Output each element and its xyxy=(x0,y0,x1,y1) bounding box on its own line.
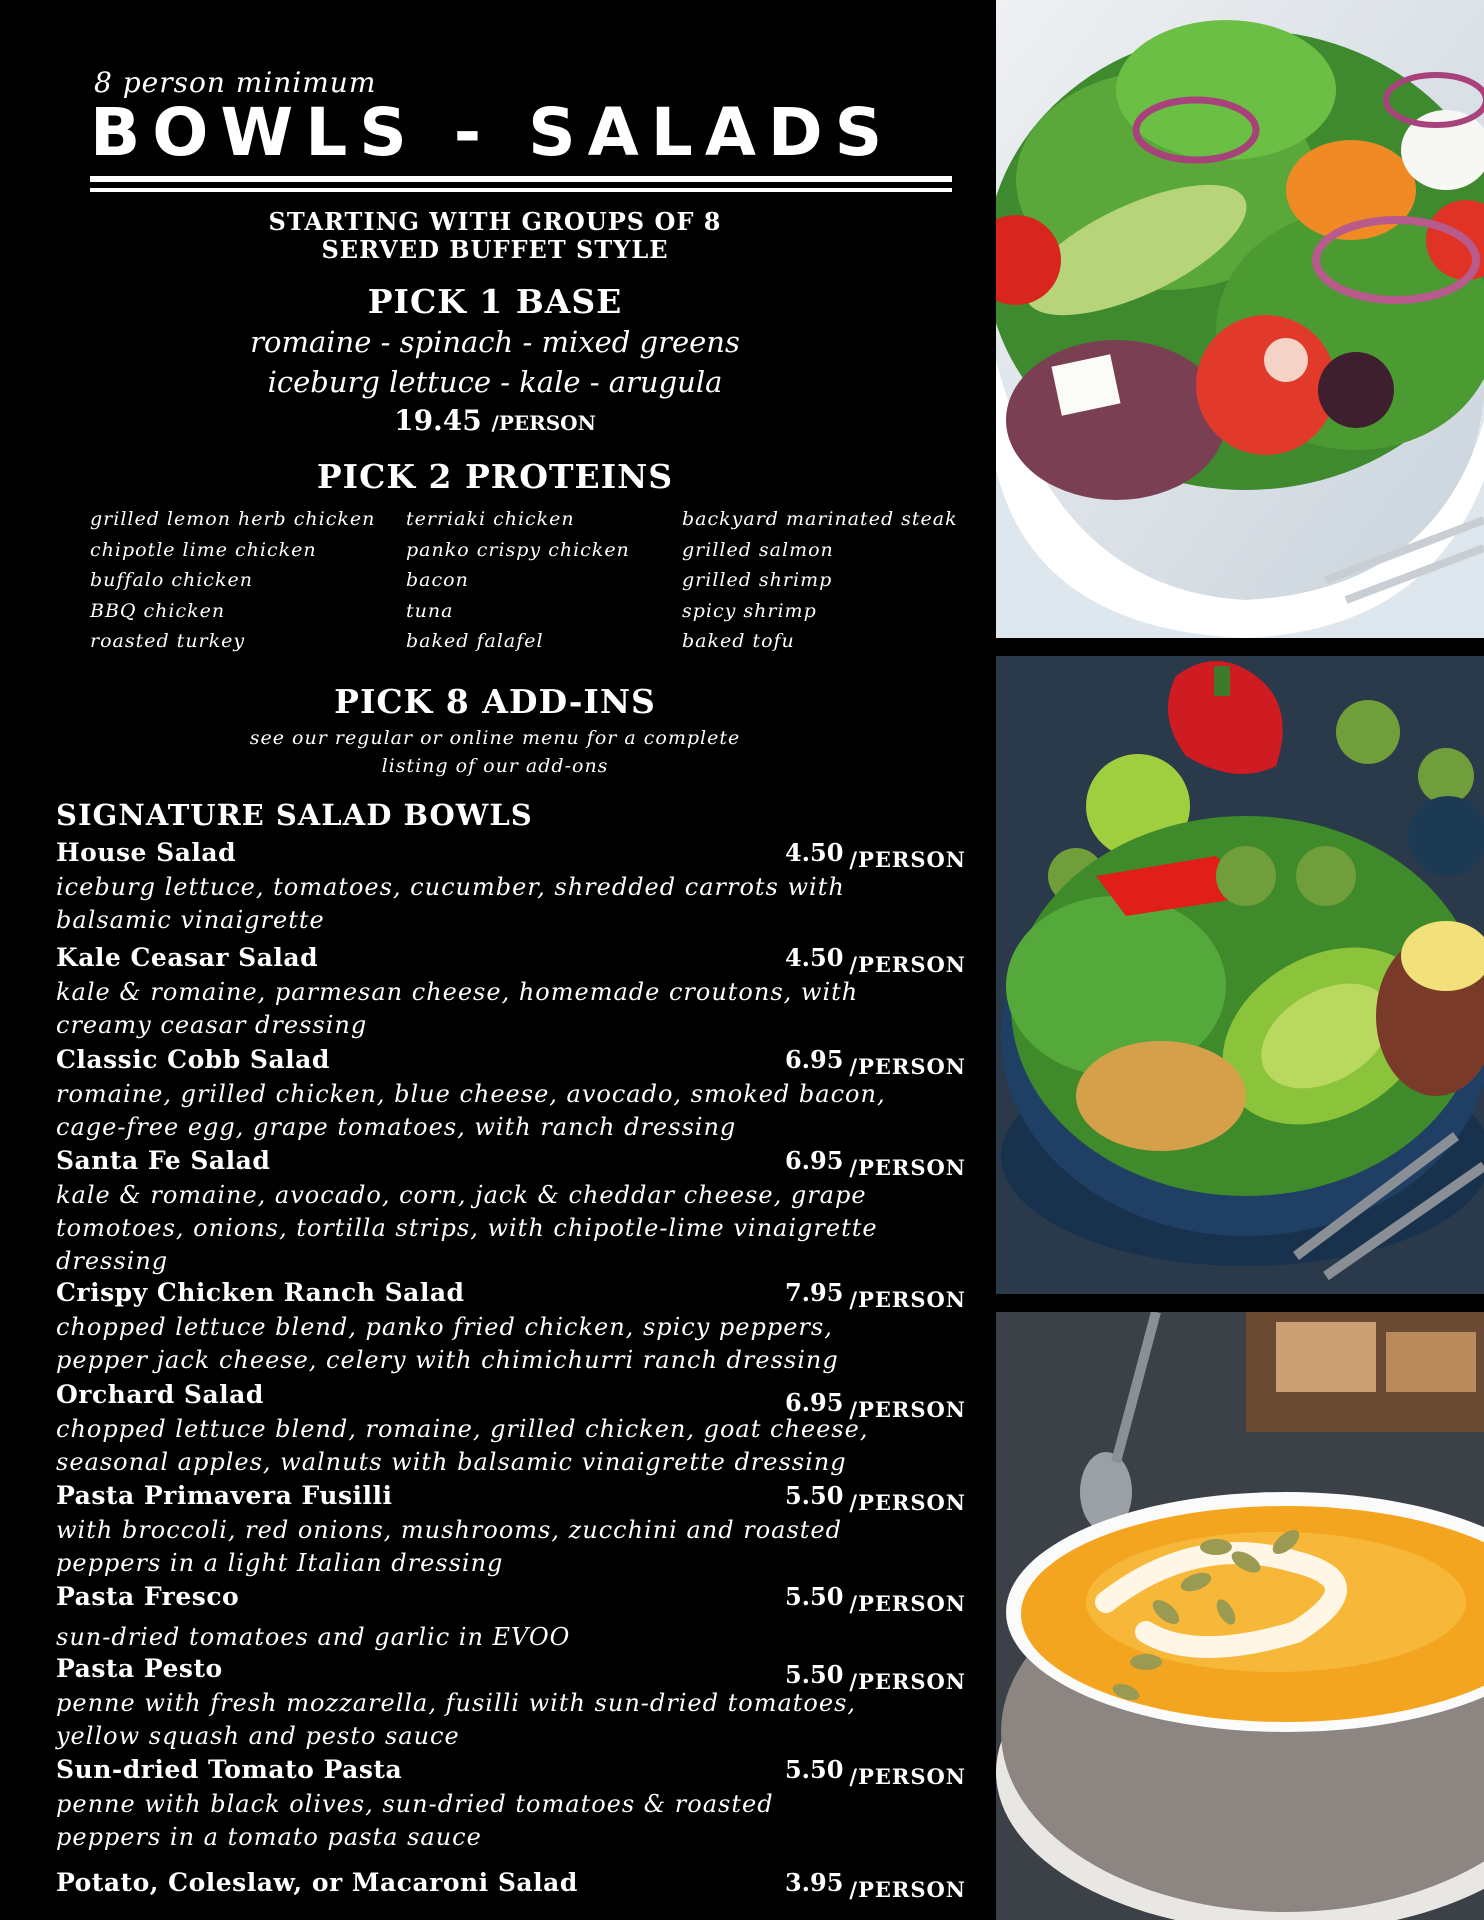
price-unit: /PERSON xyxy=(849,1155,966,1180)
price-unit: /PERSON xyxy=(849,1397,966,1422)
protein-item: spicy shrimp xyxy=(682,599,817,622)
protein-item: baked falafel xyxy=(406,630,544,652)
price-unit: /PERSON xyxy=(849,1054,966,1079)
protein-item: chipotle lime chicken xyxy=(90,538,317,561)
menu-item-description: sun-dried tomatoes and garlic in EVOO xyxy=(56,1623,571,1651)
menu-item-description: with broccoli, red onions, mushrooms, zucchini and roasted peppers in a light Italian dressing xyxy=(56,1516,842,1577)
menu-item-price xyxy=(785,1146,966,1180)
groups-line: STARTING WITH GROUPS OF 8 xyxy=(268,207,722,236)
menu-item-price xyxy=(785,1388,966,1422)
protein-item: terriaki chicken xyxy=(406,508,575,530)
buddha-bowl-photo xyxy=(996,656,1484,1294)
price-unit: /PERSON xyxy=(849,1764,966,1789)
menu-item-name: Pasta Pesto xyxy=(56,1654,223,1683)
menu-item-primavera xyxy=(56,1481,966,1580)
price-value: 4.50 xyxy=(784,943,844,972)
price-unit: /PERSON xyxy=(849,1669,966,1694)
menu-item-pasta-pesto xyxy=(56,1654,966,1753)
price-value: 4.50 xyxy=(784,838,844,867)
menu-item-name: Kale Ceasar Salad xyxy=(56,943,319,972)
menu-item-description: penne with fresh mozzarella, fusilli with sun-dried tomatoes, yellow squash and pesto sauce xyxy=(56,1689,857,1750)
minimum-note: 8 person minimum xyxy=(94,66,377,99)
price-value: 5.50 xyxy=(784,1582,844,1611)
soup-bowl-photo xyxy=(996,1312,1484,1920)
price-unit: /PERSON xyxy=(849,847,966,872)
menu-item-sundried-pasta xyxy=(56,1755,966,1854)
menu-item-name: Santa Fe Salad xyxy=(56,1146,271,1175)
title-divider-thick xyxy=(90,176,952,182)
menu-item-santa-fe xyxy=(56,1146,966,1278)
base-options-2: iceburg lettuce - kale - arugula xyxy=(267,365,723,399)
price-value: 5.50 xyxy=(784,1660,844,1689)
base-heading: PICK 1 BASE xyxy=(367,282,623,321)
menu-item-name: Classic Cobb Salad xyxy=(56,1045,330,1074)
menu-item-price xyxy=(785,1278,966,1312)
protein-item: baked tofu xyxy=(682,630,795,652)
menu-item-price xyxy=(785,1755,966,1789)
price-unit: /PERSON xyxy=(849,952,966,977)
base-options-1: romaine - spinach - mixed greens xyxy=(250,325,740,359)
signature-heading: SIGNATURE SALAD BOWLS xyxy=(56,798,533,832)
menu-item-kale-ceasar xyxy=(56,943,966,1042)
price-value: 5.50 xyxy=(784,1755,844,1784)
price-unit: /PERSON xyxy=(849,1287,966,1312)
price-value: 6.95 xyxy=(784,1146,844,1175)
base-price-unit: /PERSON xyxy=(491,411,596,435)
protein-item: roasted turkey xyxy=(90,630,246,652)
menu-item-price xyxy=(785,1868,966,1902)
menu-item-price xyxy=(785,1045,966,1079)
photo-column xyxy=(996,0,1484,1920)
menu-item-description: romaine, grilled chicken, blue cheese, avocado, smoked bacon, cage-free egg, grape tomatoes, with ranch dressing xyxy=(56,1080,886,1141)
price-value: 6.95 xyxy=(784,1388,844,1417)
addins-note-1: see our regular or online menu for a complete xyxy=(249,727,741,749)
menu-item-price xyxy=(785,1660,966,1694)
protein-item: buffalo chicken xyxy=(90,569,253,591)
protein-item: grilled lemon herb chicken xyxy=(90,508,376,530)
menu-item-description: iceburg lettuce, tomatoes, cucumber, shredded carrots with balsamic vinaigrette xyxy=(56,873,845,934)
proteins-column-2 xyxy=(406,504,630,657)
menu-item-description: kale & romaine, parmesan cheese, homemade croutons, with creamy ceasar dressing xyxy=(56,978,859,1039)
buffet-line: SERVED BUFFET STYLE xyxy=(321,235,669,264)
menu-item-side-salads xyxy=(56,1868,966,1902)
menu-item-name: Potato, Coleslaw, or Macaroni Salad xyxy=(56,1868,578,1897)
proteins-column-1 xyxy=(90,504,375,657)
menu-item-price xyxy=(785,943,966,977)
menu-item-crispy-chicken xyxy=(56,1278,966,1377)
menu-item-orchard xyxy=(56,1380,966,1479)
protein-item: bacon xyxy=(406,569,469,591)
protein-item: BBQ chicken xyxy=(90,599,226,622)
proteins-column-3 xyxy=(682,504,958,657)
price-value: 6.95 xyxy=(784,1045,844,1074)
menu-item-description: kale & romaine, avocado, corn, jack & cheddar cheese, grape tomotoes, onions, tortilla strips, with chipotle-lime vinaigrette dressing xyxy=(56,1181,878,1275)
protein-item: grilled shrimp xyxy=(682,569,833,591)
menu-item-price xyxy=(785,1481,966,1515)
menu-item-price xyxy=(785,838,966,872)
protein-item: panko crispy chicken xyxy=(406,538,630,561)
base-price-value: 19.45 xyxy=(394,404,482,437)
menu-item-name: House Salad xyxy=(56,838,237,867)
menu-item-price xyxy=(785,1582,966,1616)
menu-item-pasta-fresco xyxy=(56,1582,966,1654)
price-value: 7.95 xyxy=(784,1278,844,1307)
price-unit: /PERSON xyxy=(849,1591,966,1616)
menu-item-description: chopped lettuce blend, panko fried chicken, spicy peppers, pepper jack cheese, celery with chimichurri ranch dressing xyxy=(56,1313,839,1374)
protein-item: grilled salmon xyxy=(682,538,834,561)
title-divider-thin xyxy=(90,188,952,192)
menu-item-name: Pasta Primavera Fusilli xyxy=(56,1481,393,1510)
price-value: 3.95 xyxy=(784,1868,844,1897)
addins-note-2: listing of our add-ons xyxy=(381,755,609,777)
salad-bowl-photo xyxy=(996,0,1484,638)
price-unit: /PERSON xyxy=(849,1877,966,1902)
page-title: BOWLS - SALADS xyxy=(90,94,895,171)
menu-item-name: Orchard Salad xyxy=(56,1380,264,1409)
addins-heading: PICK 8 ADD-INS xyxy=(334,682,656,721)
proteins-heading: PICK 2 PROTEINS xyxy=(316,457,674,496)
menu-item-description: chopped lettuce blend, romaine, grilled chicken, goat cheese, seasonal apples, walnuts with balsamic vinaigrette dressing xyxy=(56,1415,869,1476)
price-unit: /PERSON xyxy=(849,1490,966,1515)
menu-item-name: Sun-dried Tomato Pasta xyxy=(56,1755,403,1784)
menu-item-name: Pasta Fresco xyxy=(56,1582,240,1611)
price-value: 5.50 xyxy=(784,1481,844,1510)
menu-item-name: Crispy Chicken Ranch Salad xyxy=(56,1278,465,1307)
protein-item: backyard marinated steak xyxy=(682,508,958,530)
base-price xyxy=(90,404,900,437)
menu-item-house-salad xyxy=(56,838,966,937)
protein-item: tuna xyxy=(406,599,454,622)
menu-item-cobb xyxy=(56,1045,966,1144)
menu-item-description: penne with black olives, sun-dried tomatoes & roasted peppers in a tomato pasta sauce xyxy=(56,1790,774,1851)
